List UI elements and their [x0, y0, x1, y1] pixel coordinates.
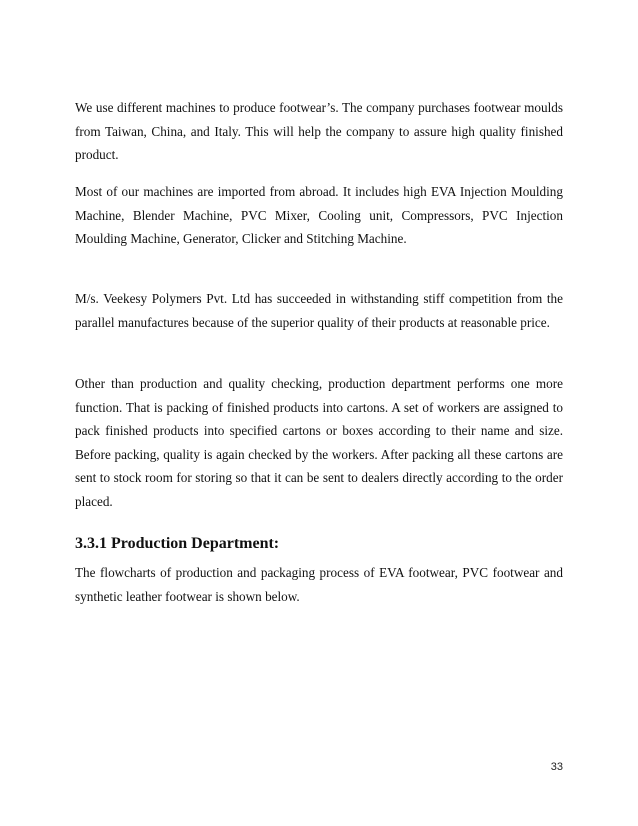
paragraph-flowcharts: The flowcharts of production and packaging process of EVA footwear, PVC footwear and synthetic leather footwear is shown below. [75, 565, 563, 604]
paragraph-machines-moulds: We use different machines to produce footwear’s. The company purchases footwear moulds from Taiwan, China, and Italy. This will help the company to assure high quality finished product. [75, 100, 563, 162]
paragraph-imported-machines: Most of our machines are imported from abroad. It includes high EVA Injection Moulding Machine, Blender Machine, PVC Mixer, Cooling unit, Compressors, PVC Injection Moulding Machine, Generator, Clicker and Stitching Machine. [75, 184, 563, 246]
paragraph-competition: M/s. Veekesy Polymers Pvt. Ltd has succeeded in withstanding stiff competition from the parallel manufactures because of the superior quality of their products at reasonable price. [75, 291, 563, 330]
page-number: 33 [550, 761, 563, 773]
paragraph-packing: Other than production and quality checking, production department performs one more function. That is packing of finished products into cartons. A set of workers are assigned to pack finished products into specified cartons or boxes according to their name and size. Before packing, quality is again checked by the workers. After packing all these cartons are sent to stock room for storing so that it can be sent to dealers directly according to the order placed. [75, 376, 563, 509]
section-heading: 3.3.1 Production Department: [75, 535, 280, 552]
